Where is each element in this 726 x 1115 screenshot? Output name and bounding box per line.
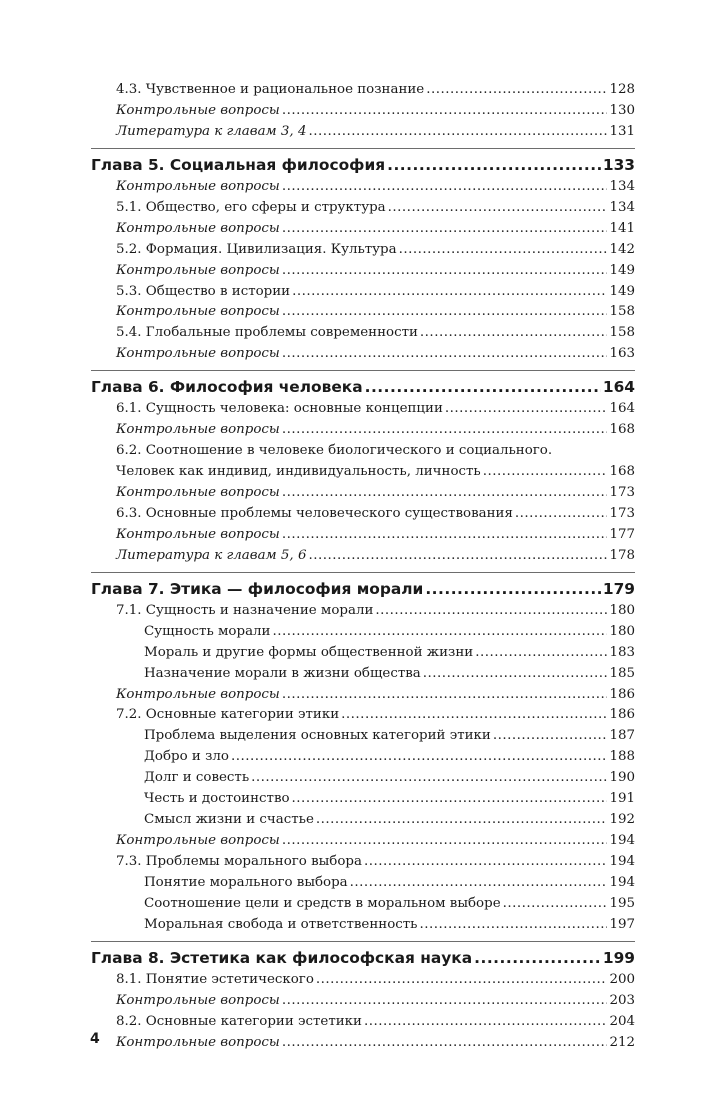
dot-leader (282, 177, 608, 198)
toc-section-entry[interactable] (91, 852, 635, 873)
toc-page-number: 180 (609, 623, 635, 639)
toc-entry-title: Добро и зло (144, 749, 229, 765)
toc-section-entry[interactable] (91, 685, 635, 706)
dot-leader (503, 894, 608, 915)
toc-section-entry[interactable] (91, 302, 635, 323)
dot-leader (308, 122, 607, 143)
toc-page-number: 194 (609, 874, 635, 890)
toc-entry-title: Контрольные вопросы (116, 346, 280, 362)
toc-entry-title: Понятие морального выбора (144, 874, 348, 890)
toc-section-entry[interactable] (91, 970, 635, 991)
toc-entry-title: Назначение морали в жизни общества (144, 665, 421, 681)
toc-entry-title: Контрольные вопросы (116, 304, 280, 320)
toc-entry-title: 7.1. Сущность и назначение морали (116, 602, 374, 618)
dot-leader (282, 261, 608, 282)
toc-section-entry[interactable] (91, 399, 635, 420)
toc-page-number: 180 (609, 602, 635, 618)
toc-section-entry[interactable] (91, 80, 635, 101)
dot-leader (375, 601, 607, 622)
dot-leader (282, 525, 608, 546)
dot-leader (365, 375, 601, 399)
toc-entry-title: Сущность морали (144, 623, 271, 639)
toc-entry-title: 5.3. Общество в истории (116, 283, 291, 299)
dot-leader (251, 768, 607, 789)
chapter-divider (91, 148, 635, 149)
toc-entry-title: 5.2. Формация. Цивилизация. Культура (116, 241, 397, 257)
toc-entry-title: Контрольные вопросы (116, 262, 280, 278)
toc-page-number: 204 (609, 1013, 635, 1029)
toc-page-number: 177 (609, 526, 635, 542)
toc-page-number: 163 (609, 346, 635, 362)
toc-page-number: 194 (609, 833, 635, 849)
toc-page-number: 199 (602, 948, 635, 967)
toc-entry-title: Контрольные вопросы (116, 992, 280, 1008)
toc-subsection-entry[interactable] (91, 789, 635, 810)
toc-page-number: 128 (609, 82, 635, 97)
toc-entry-title: Глава 8. Эстетика как философская наука (91, 948, 473, 967)
toc-entry-title: Глава 5. Социальная философия (91, 155, 386, 174)
toc-section-entry[interactable] (91, 177, 635, 198)
toc-entry-title: 6.3. Основные проблемы человеческого существования (116, 505, 513, 521)
toc-section-entry[interactable] (91, 420, 635, 441)
chapter-divider (91, 370, 635, 371)
toc-entry-title: Контрольные вопросы (116, 526, 280, 542)
page-number: 4 (90, 1031, 100, 1047)
dot-leader (282, 302, 608, 323)
toc-page-number: 200 (609, 971, 635, 987)
toc-entry-title: 7.2. Основные категории этики (116, 707, 340, 723)
toc-entry-title: Контрольные вопросы (116, 485, 280, 500)
toc-chapter-entry[interactable] (91, 946, 635, 970)
dot-leader (475, 643, 607, 664)
toc-page-number: 187 (609, 728, 635, 744)
toc-page-number: 158 (609, 325, 635, 341)
toc-entry-title: 4.3. Чувственное и рациональное познание (116, 82, 425, 97)
toc-subsection-entry[interactable] (91, 664, 635, 685)
toc-entry-title: Соотношение цели и средств в моральном выборе (144, 895, 501, 911)
dot-leader (474, 946, 601, 970)
table-of-contents (91, 80, 635, 1054)
toc-entry-title: Контрольные вопросы (116, 422, 280, 438)
toc-subsection-entry[interactable] (91, 915, 635, 936)
toc-page-number: 158 (609, 304, 635, 320)
toc-section-entry[interactable] (91, 101, 635, 122)
dot-leader (445, 399, 608, 420)
toc-section-entry[interactable] (91, 1033, 635, 1054)
dot-leader (364, 1012, 607, 1033)
toc-chapter-entry[interactable] (91, 153, 635, 177)
toc-entry-title: Смысл жизни и счастье (144, 812, 314, 828)
toc-subsection-entry[interactable] (91, 873, 635, 894)
toc-entry-title: Честь и достоинство (144, 791, 290, 807)
toc-page-number: 212 (609, 1034, 635, 1050)
dot-leader (399, 240, 608, 261)
toc-entry-title: Контрольные вопросы (116, 178, 280, 194)
dot-leader (282, 831, 608, 852)
toc-entry-title: Глава 7. Этика — философия морали (91, 579, 424, 598)
toc-page-number: 141 (609, 220, 635, 236)
dot-leader (388, 198, 608, 219)
toc-entry-title: Контрольные вопросы (116, 102, 280, 118)
dot-leader (282, 219, 608, 240)
dot-leader (231, 747, 607, 768)
chapter-divider (91, 941, 635, 942)
toc-subsection-entry[interactable] (91, 747, 635, 768)
toc-page-number: 186 (609, 686, 635, 702)
toc-page-number: 173 (609, 485, 635, 500)
dot-leader (282, 101, 608, 122)
dot-leader (341, 705, 607, 726)
toc-section-entry[interactable] (91, 261, 635, 282)
toc-section-entry[interactable] (91, 546, 635, 567)
toc-page-number: 192 (609, 812, 635, 828)
toc-section-entry[interactable] (91, 282, 635, 303)
toc-entry-title: Проблема выделения основных категорий этики (144, 728, 491, 744)
toc-page-number: 185 (609, 665, 635, 681)
toc-section-entry[interactable] (91, 483, 635, 504)
dot-leader (282, 685, 608, 706)
dot-leader (387, 153, 601, 177)
toc-page-number: 131 (609, 123, 635, 139)
toc-page-number: 194 (609, 854, 635, 869)
dot-leader (420, 323, 608, 344)
toc-page-number: 188 (609, 749, 635, 765)
toc-subsection-entry[interactable] (91, 726, 635, 747)
toc-entry-title: Человек как индивид, индивидуальность, личность (116, 464, 481, 480)
dot-leader (292, 282, 607, 303)
toc-entry-title: Литература к главам 3, 4 (116, 123, 307, 139)
toc-subsection-entry[interactable] (91, 810, 635, 831)
toc-section-entry[interactable] (91, 323, 635, 344)
toc-page-number: 149 (609, 283, 635, 299)
dot-leader (364, 852, 607, 873)
toc-subsection-entry[interactable] (91, 768, 635, 789)
dot-leader (282, 483, 608, 504)
dot-leader (316, 810, 608, 831)
dot-leader (423, 664, 608, 685)
dot-leader (419, 915, 607, 936)
toc-page-number: 142 (609, 241, 635, 257)
toc-page-number: 149 (609, 262, 635, 278)
chapter-divider (91, 572, 635, 573)
toc-page-number: 191 (609, 791, 635, 807)
toc-entry-title: Моральная свобода и ответственность (144, 916, 418, 932)
toc-section-entry[interactable] (91, 122, 635, 143)
dot-leader (308, 546, 607, 567)
dot-leader (292, 789, 608, 810)
toc-entry-title: 7.3. Проблемы морального выбора (116, 854, 362, 869)
toc-page-number: 173 (609, 505, 635, 521)
toc-entry-title: 6.2. Соотношение в человеке биологического и социального. (116, 443, 553, 459)
toc-entry-title: 6.1. Сущность человека: основные концепции (116, 401, 443, 417)
toc-subsection-entry[interactable] (91, 622, 635, 643)
toc-entry-title: Глава 6. Философия человека (91, 378, 363, 397)
dot-leader (425, 577, 601, 601)
toc-entry-title: 8.2. Основные категории эстетики (116, 1013, 362, 1029)
toc-entry-title: Литература к главам 5, 6 (116, 547, 307, 563)
dot-leader (282, 344, 608, 365)
toc-page-number: 197 (609, 916, 635, 932)
dot-leader (493, 726, 608, 747)
toc-chapter-entry[interactable] (91, 577, 635, 601)
toc-chapter-entry[interactable] (91, 375, 635, 399)
toc-section-entry[interactable] (91, 1012, 635, 1033)
toc-entry-title: Контрольные вопросы (116, 833, 280, 849)
toc-section-entry[interactable] (91, 344, 635, 365)
toc-section-entry[interactable] (91, 525, 635, 546)
dot-leader (282, 991, 608, 1012)
dot-leader (350, 873, 608, 894)
toc-entry-title: Мораль и другие формы общественной жизни (144, 644, 474, 660)
dot-leader (272, 622, 607, 643)
toc-page-number: 134 (609, 199, 635, 215)
dot-leader (515, 504, 608, 525)
toc-entry-title: Контрольные вопросы (116, 1034, 280, 1050)
toc-entry-title: Долг и совесть (144, 770, 250, 786)
toc-page-number: 195 (609, 895, 635, 911)
toc-entry-title: 5.4. Глобальные проблемы современности (116, 325, 418, 341)
toc-page-number: 178 (609, 547, 635, 563)
toc-page-number: 190 (609, 770, 635, 786)
dot-leader (316, 970, 608, 991)
dot-leader (282, 1033, 608, 1054)
toc-section-entry[interactable] (91, 831, 635, 852)
dot-leader (426, 80, 607, 101)
toc-page-number: 134 (609, 178, 635, 194)
toc-entry-title: 5.1. Общество, его сферы и структура (116, 199, 386, 215)
toc-page-number: 183 (609, 644, 635, 660)
dot-leader (483, 462, 608, 483)
toc-page-number: 130 (609, 102, 635, 118)
toc-page-number: 203 (609, 992, 635, 1008)
toc-section-entry[interactable] (91, 219, 635, 240)
toc-entry-title: Контрольные вопросы (116, 220, 280, 236)
toc-subsection-entry[interactable] (91, 894, 635, 915)
toc-page-number: 133 (602, 155, 635, 174)
toc-section-entry[interactable] (91, 991, 635, 1012)
toc-section-entry[interactable] (91, 601, 635, 622)
toc-page-number: 164 (609, 401, 635, 417)
toc-section-entry[interactable] (91, 240, 635, 261)
toc-section-entry[interactable] (91, 441, 635, 462)
toc-page-number: 164 (602, 378, 635, 397)
toc-section-entry[interactable] (91, 504, 635, 525)
toc-entry-title: Контрольные вопросы (116, 686, 280, 702)
toc-page-number: 168 (609, 464, 635, 480)
toc-entry-title: 8.1. Понятие эстетического (116, 971, 314, 987)
toc-section-entry[interactable] (91, 462, 635, 483)
toc-subsection-entry[interactable] (91, 643, 635, 664)
dot-leader (282, 420, 608, 441)
toc-page-number: 168 (609, 422, 635, 438)
toc-section-entry[interactable] (91, 705, 635, 726)
toc-page-number: 179 (602, 579, 635, 598)
toc-page-number: 186 (609, 707, 635, 723)
toc-section-entry[interactable] (91, 198, 635, 219)
